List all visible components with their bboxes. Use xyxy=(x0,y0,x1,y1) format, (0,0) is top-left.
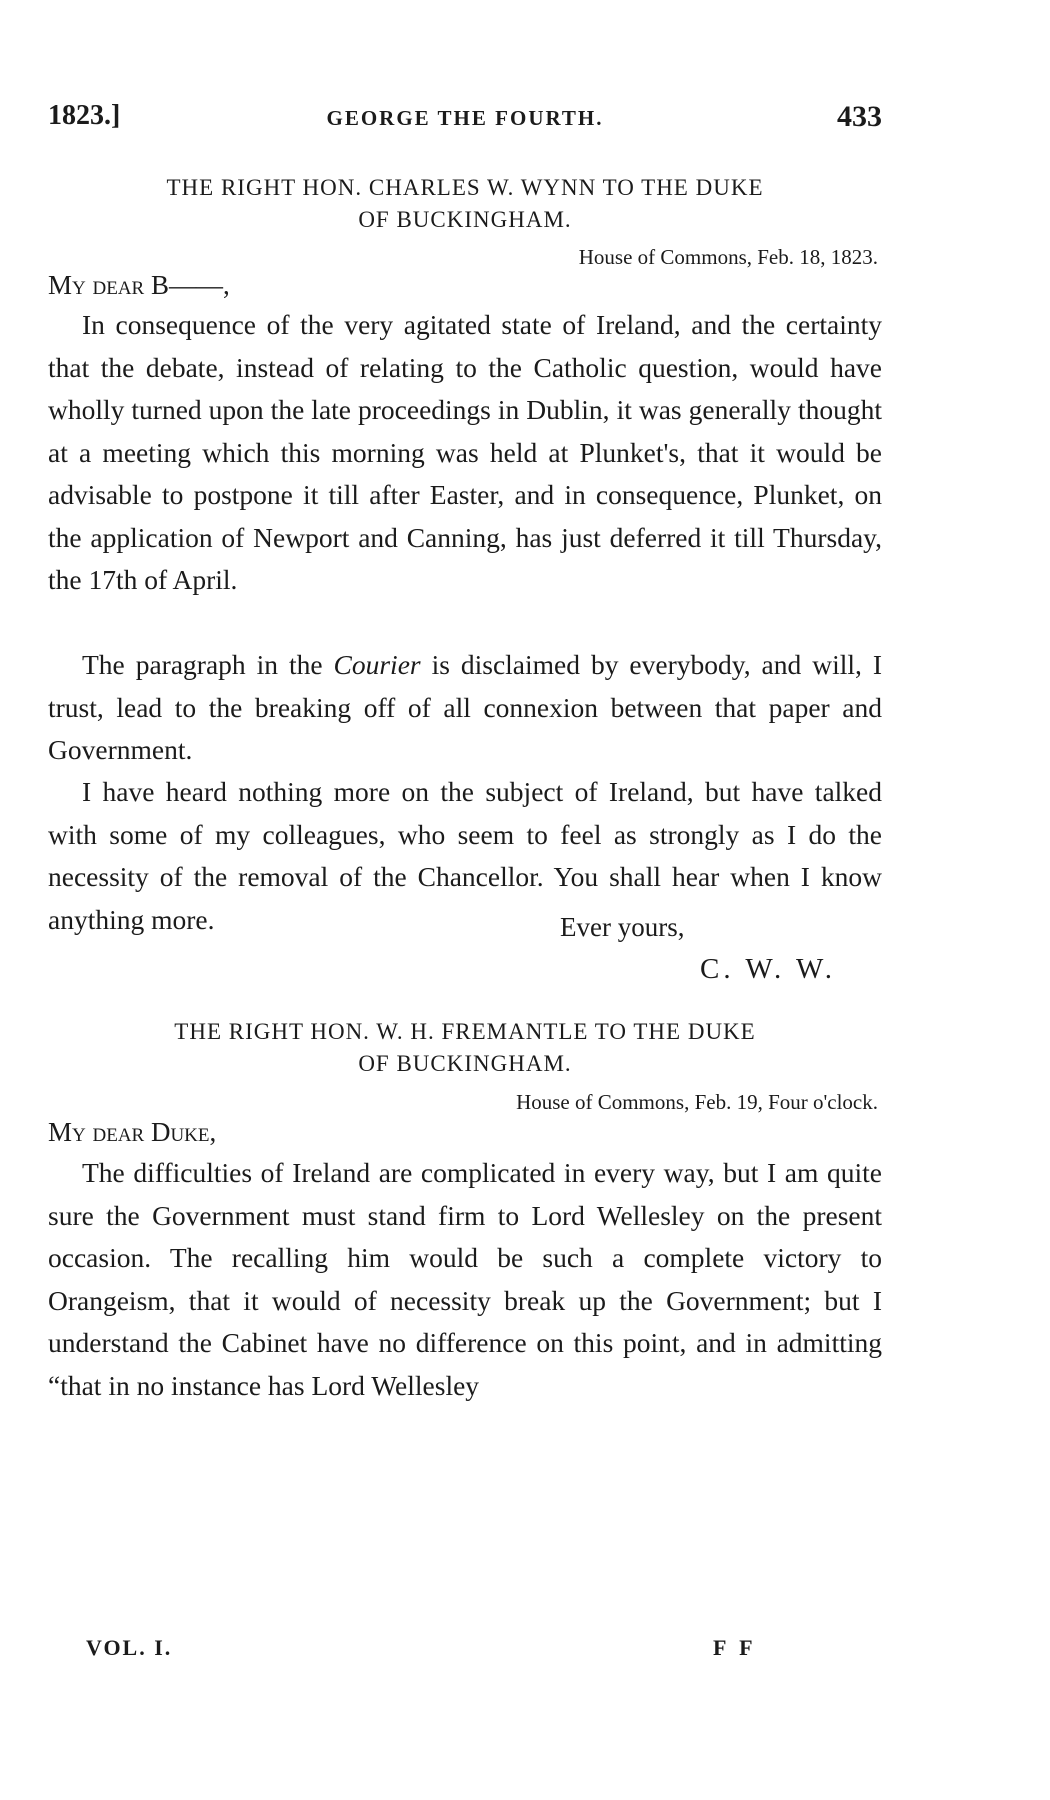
page-number: 433 xyxy=(837,100,882,133)
letter1-paragraph2-end: is disclaimed by everybody, and will, I trust, lead to the breaking off of all connexion between that paper and Government. xyxy=(48,649,882,765)
letter1-heading-line2: OF BUCKINGHAM. xyxy=(358,207,572,232)
letter1-paragraph: I have heard nothing more on the subject of Ireland, but have talked with some of my colleagues, who seem to feel as strongly as I do the necessity of the removal of the Chancellor. You shall hear when I know anything more. xyxy=(48,776,882,935)
letter1-salutation xyxy=(48,270,230,301)
letter2-paragraph: The difficulties of Ireland are complicated in every way, but I am quite sure the Government must stand firm to Lord Wellesley on the present occasion. The recalling him would be such a complete victory to Orangeism, that it would of necessity break up the Government; but I understand the Cabinet have no difference on this point, and in admitting “that in no instance has Lord Wellesley xyxy=(48,1157,882,1401)
running-head-year: 1823.] xyxy=(48,100,121,131)
letter1-salutation-name: B——, xyxy=(144,270,230,300)
letter1-paragraph2-start: The paragraph in the xyxy=(82,649,334,680)
letter2-salutation-words: y dear Duke, xyxy=(72,1117,217,1147)
letter1-salutation-words: y dear xyxy=(72,270,145,300)
footer-volume: VOL. I. xyxy=(86,1635,173,1660)
letter1-paragraph: In consequence of the very agitated state of Ireland, and the certainty that the debate, instead of relating to the Catholic question, would have wholly turned upon the late proceedings in Dublin, it was generally thought at a meeting which this morning was held at Plunket's, that it would be advisable to postpone it till after Easter, and in consequence, Plunket, on the application of Newport and Canning, has just deferred it till Thursday, the 17th of April. xyxy=(48,309,882,595)
letter2-dateline: House of Commons, Feb. 19, Four o'clock. xyxy=(516,1090,878,1114)
letter2-salutation-initial: M xyxy=(48,1117,73,1147)
letter1-heading xyxy=(48,172,882,236)
letter1-heading-line1: THE RIGHT HON. CHARLES W. WYNN TO THE DUKE xyxy=(166,175,764,200)
letter2-heading xyxy=(48,1016,882,1080)
letter2-heading-line1: THE RIGHT HON. W. H. FREMANTLE TO THE DUKE xyxy=(174,1019,756,1044)
courier-newspaper-name: Courier xyxy=(333,649,421,680)
letter2-salutation xyxy=(48,1117,216,1148)
footer-signature-mark: F F xyxy=(713,1635,757,1660)
letter1-closing: Ever yours, xyxy=(560,912,685,942)
letter1-signature: C. W. W. xyxy=(700,953,836,985)
running-head xyxy=(48,100,882,140)
letter1-dateline: House of Commons, Feb. 18, 1823. xyxy=(578,245,878,269)
letter1-salutation-initial: M xyxy=(48,270,73,300)
letter2-heading-line2: OF BUCKINGHAM. xyxy=(358,1051,572,1076)
book-page xyxy=(48,0,882,1800)
running-head-title: GEORGE THE FOURTH. xyxy=(326,106,604,130)
letter1-paragraph xyxy=(48,644,882,772)
